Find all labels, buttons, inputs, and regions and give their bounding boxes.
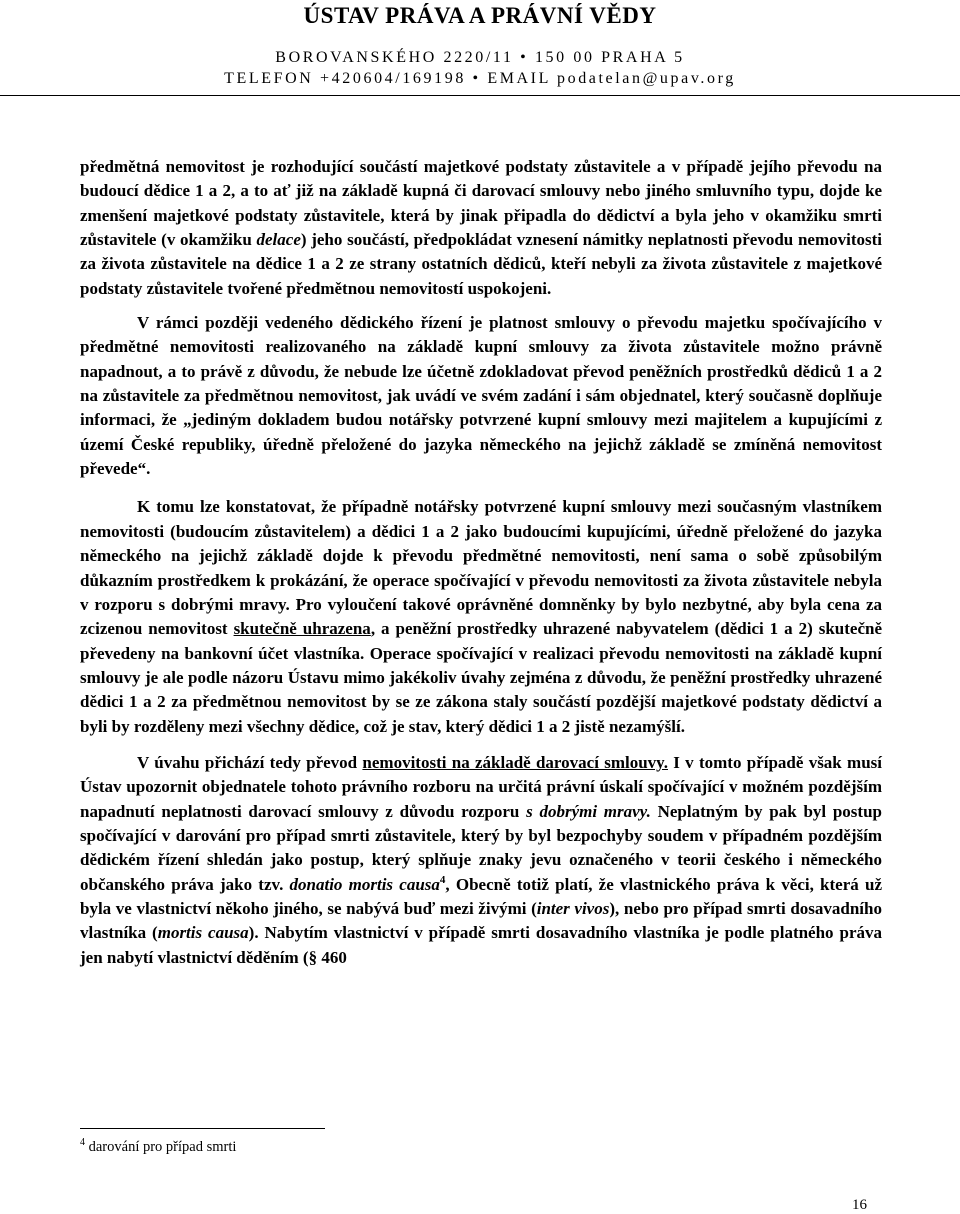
- text-run: , a peněžní prostředky uhrazené nabyvatelem (dědici 1 a 2) skutečně převedeny na bankovní účet vlastníka. Operace spočívající v realizaci převodu nemovitosti na základě kupní smlouvy je ale podle názoru Ústavu mimo jakékoliv úvahy zejména z důvodu, že peněžní prostředky uhrazené dědici 1 a 2 za předmětnou nemovitost by se ze zákona staly součástí pozdější majetkové podstaty dědictví a byli by rozděleny mezi všechny dědice, což je stav, který dědici 1 a 2 jistě nezamýšlí.: [80, 619, 882, 736]
- text-run: I v tomto případě však musí Ústav upozornit objednatele tohoto právního rozboru na určitá právní úskalí spočívající v možném pozdějším napadnutí neplatnosti darovací smlouvy z důvodu rozporu: [80, 752, 882, 821]
- institution-name: ÚSTAV PRÁVA A PRÁVNÍ VĚDY: [303, 3, 657, 28]
- footnote-text: darování pro případ smrti: [85, 1139, 237, 1155]
- text-run: K tomu lze konstatovat, že případně notářsky potvrzené kupní smlouvy mezi současným vlastníkem nemovitosti (budoucím zůstavitelem) a dědici 1 a 2 jako budoucími kupujícími, úředně přeložené do jazyka německého na jejichž základě dojde k převodu předmětné nemovitosti, není sama o sobě způsobilým důkazním prostředkem k prokázání, že operace spočívající v převodu nemovitosti za života zůstavitele nebyla v rozporu s dobrými mravy. Pro vyloučení takové oprávněné domněnky by bylo nezbytné, aby byla cena za zcizenou nemovitost: [80, 497, 882, 639]
- text-run: Neplatným by pak byl postup spočívající v darování pro případ smrti zůstavitele, který by byl bezpochyby soudem v případném pozdějším dědickém řízení shledán jako postup, který splňuje znaky jevu označeného v teorii českého i německého občanského práva jako tzv.: [80, 801, 882, 894]
- text-run: 460: [317, 947, 347, 967]
- text-run: , Obecně totiž platí, že vlastnického práva k věci, která už byla ve vlastnictví někoho jiného, se nabývá buď mezi živými (: [80, 874, 882, 918]
- page-number: 16: [852, 1197, 867, 1213]
- italic-term: donatio mortis causa: [289, 874, 440, 894]
- italic-term: mortis causa: [157, 923, 249, 943]
- italic-term: delace: [256, 230, 301, 250]
- text-run: V rámci později vedeného dědického řízení je platnost smlouvy o převodu majetku spočívajícího v předmětné nemovitosti realizovaného na základě kupní smlouvy za života zůstavitele možno právně napadnout, a to právě z důvodu, že nebude lze účetně zdokladovat převod peněžních prostředků dědiců 1 a 2 na zůstavitele za předmětnou nemovitost, jak uvádí ve svém zadání i sám objednatel, který současně doplňuje informaci, že „jediným dokladem budou notářsky potvrzené kupní smlouvy mezi majitelem a kupujícími z území České republiky, úředně přeložené do jazyka německého na jejichž základě se zmíněná nemovitost převede“.: [80, 313, 882, 479]
- text-run: ). Nabytím vlastnictví v případě smrti dosavadního vlastníka je podle platného práva jen nabytí vlastnictví děděním (: [80, 923, 882, 967]
- document-body: [80, 155, 882, 970]
- footnote-mark: 4: [80, 1137, 85, 1148]
- footnote-reference[interactable]: 4: [439, 873, 446, 886]
- address-line: BOROVANSKÉHO 2220/11 • 150 00 PRAHA 5: [275, 49, 685, 66]
- contact-line: TELEFON +420604/169198 • EMAIL podatelan@upav.org: [224, 70, 736, 87]
- paragraph-1: [80, 155, 882, 301]
- text-run: V úvahu přichází tedy převod: [137, 752, 363, 772]
- text-run: ), nebo pro případ smrti dosavadního vlastníka (: [80, 898, 882, 943]
- paragraph-4: [80, 751, 882, 970]
- text-run: ) jeho součástí, předpokládat vznesení námitky neplatnosti převodu nemovitosti za života zůstavitele na dědice 1 a 2 ze strany ostatních dědiců, kteří nebyli za života zůstavitele z majetkové podstaty zůstavitele tvořené předmětnou nemovitostí uspokojeni.: [80, 230, 882, 298]
- text-run: předmětná nemovitost je rozhodující součástí majetkové podstaty zůstavitele a v případě jejího převodu na budoucí dědice 1 a 2, a to ať již na základě kupná či darovací smlouvy nebo jiného smluvního typu, dojde ke zmenšení majetkové podstaty zůstavitele, která by jinak připadla do dědictví a byla jeho v okamžiku smrti zůstavitele (v okamžiku: [80, 157, 882, 250]
- footnote-divider: [80, 1128, 325, 1129]
- header-divider: [0, 95, 960, 96]
- italic-term: inter vivos: [536, 898, 610, 918]
- underlined-phrase: nemovitosti na základě darovací smlouvy.: [362, 752, 668, 772]
- paragraph-3: [80, 495, 882, 738]
- section-sign: §: [308, 947, 318, 967]
- paragraph-2: [80, 311, 882, 481]
- italic-term: s dobrými mravy.: [526, 801, 651, 821]
- underlined-phrase: skutečně uhrazena: [233, 619, 371, 639]
- footnote: [80, 1134, 236, 1156]
